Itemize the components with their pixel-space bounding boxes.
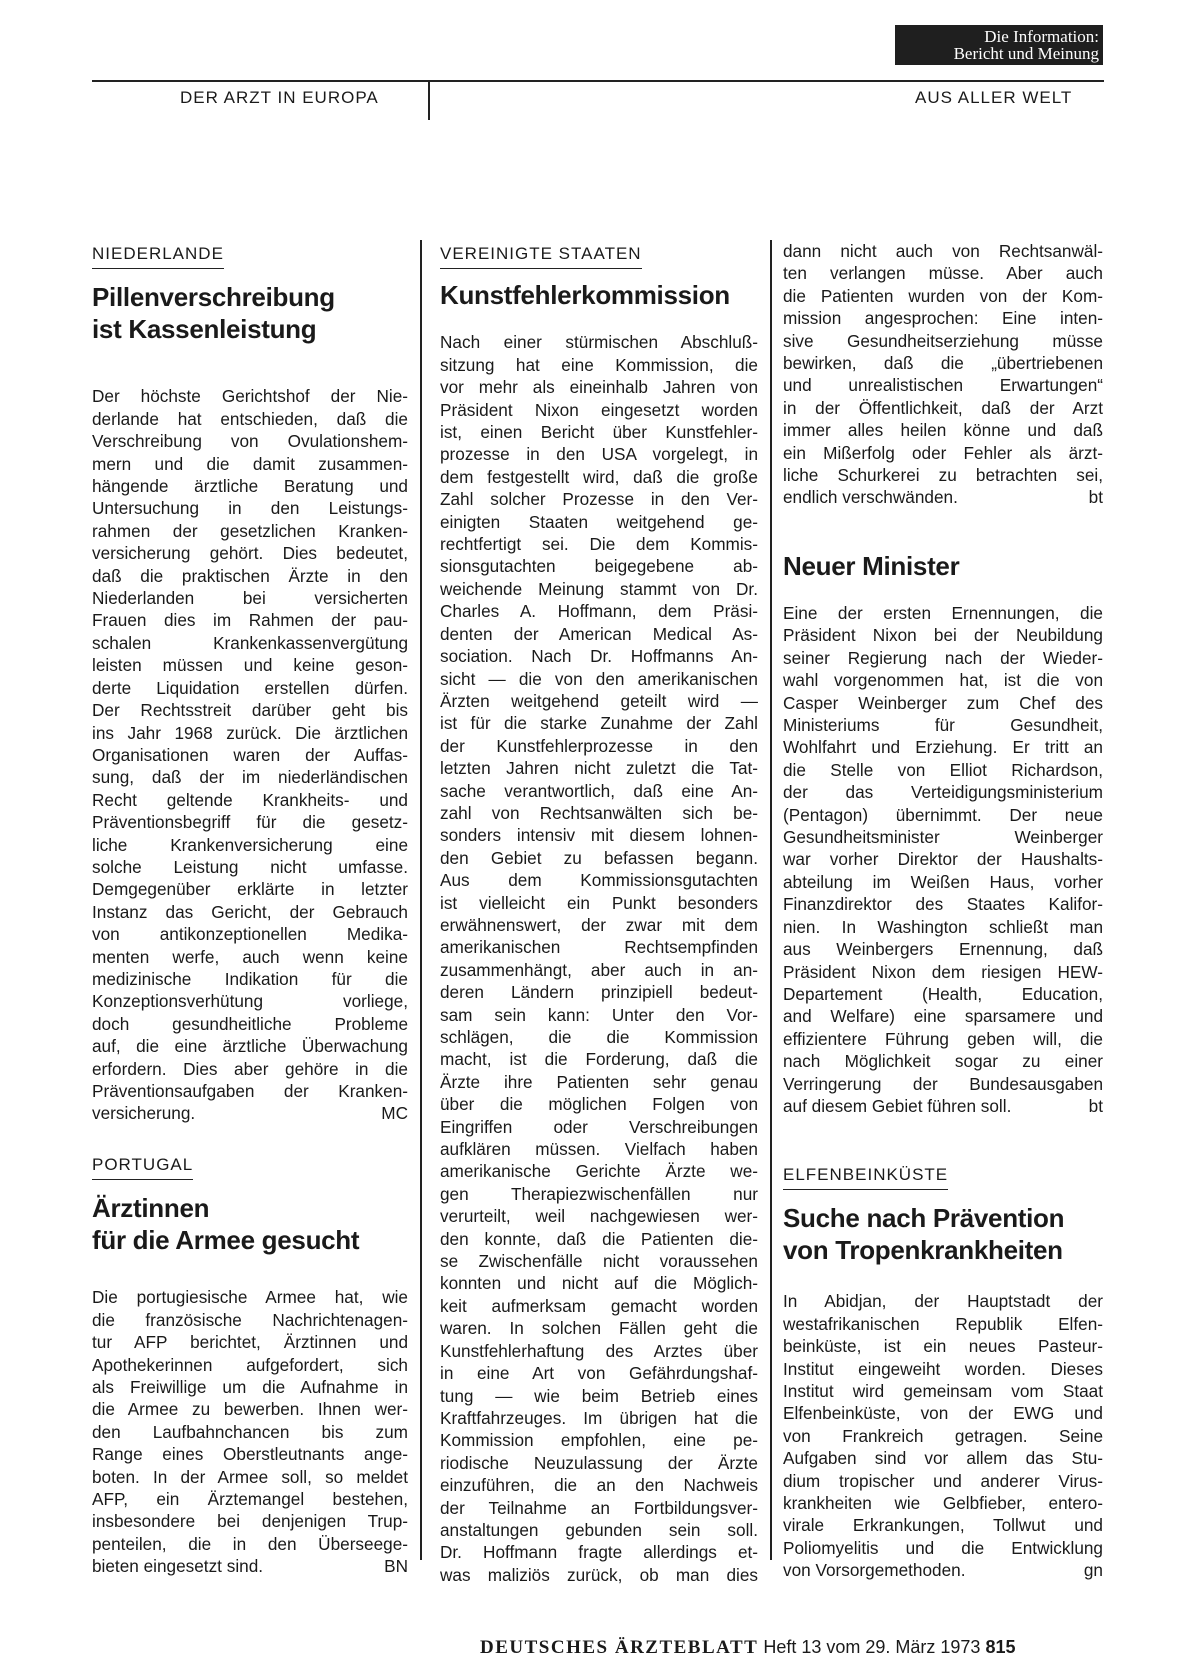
- text-line: und unrealistischen Erwartungen“: [783, 375, 1103, 396]
- header-rule: [92, 80, 1104, 82]
- page-footer: [480, 1637, 1016, 1659]
- text-line: Kunstfehlerhaftung des Arztes über: [440, 1340, 758, 1361]
- column-rule-1: [420, 240, 422, 1560]
- text-line: derte Liquidation erstellen dürfen.: [92, 677, 408, 698]
- article-ivory-coast: [783, 1163, 1103, 1582]
- text-line: Kraftfahrzeuges. Im übrigen hat die: [440, 1407, 758, 1428]
- text-line: vor mehr als eineinhalb Jahren von: [440, 377, 758, 398]
- text-line: mern und die damit zusammen-: [92, 453, 408, 474]
- text-line: derlande hat entschieden, daß die: [92, 408, 408, 429]
- closing-line: [783, 486, 1103, 508]
- text-line: Institut wird gemeinsam vom Staat: [783, 1381, 1103, 1402]
- article-headline: [92, 281, 408, 345]
- section-tag: [895, 25, 1103, 65]
- text-line: gen Therapiezwischenfällen nur: [440, 1183, 758, 1204]
- text-line: Apothekerinnen aufgefordert, sich: [92, 1354, 408, 1375]
- headline-line-2: von Tropenkrankheiten: [783, 1235, 1063, 1266]
- text-line: boten. In der Armee soll, so meldet: [92, 1466, 408, 1487]
- text-line: sociation. Nach Dr. Hoffmanns An-: [440, 646, 758, 667]
- text-line: aus Weinbergers Ernennung, daß: [783, 939, 1103, 960]
- text-line: Präsident Nixon dem riesigen HEW-: [783, 961, 1103, 982]
- author-signature: gn: [1083, 1560, 1103, 1581]
- text-line: Charles A. Hoffmann, dem Präsi-: [440, 601, 758, 622]
- closing-text: von Vorsorgemethoden.: [783, 1560, 966, 1581]
- text-line: die Patienten wurden von der Kom-: [783, 285, 1103, 306]
- text-line: ein Mißerfolg oder Fehler als ärzt-: [783, 442, 1103, 463]
- text-line: den Laufbahnchancen bis zum: [92, 1421, 408, 1442]
- text-line: Verringerung der Bundesausgaben: [783, 1073, 1103, 1094]
- text-line: ist vielleicht ein Punkt besonders: [440, 892, 758, 913]
- article-closing: [92, 1555, 408, 1577]
- closing-text: versicherung.: [92, 1103, 196, 1124]
- closing-line: [783, 1095, 1103, 1117]
- article-united-states: [440, 242, 758, 1586]
- article-netherlands: [92, 242, 408, 1125]
- article-headline: [92, 1192, 408, 1256]
- author-signature: bt: [1088, 1095, 1103, 1116]
- text-line: se Zwischenfälle nicht voraussehen: [440, 1251, 758, 1272]
- text-line: liche Schurkerei zu betrachten sei,: [783, 465, 1103, 486]
- headline-line-1: Pillenverschreibung: [92, 282, 335, 313]
- text-line: der Kunstfehlerprozesse in den: [440, 735, 758, 756]
- header-divider: [428, 80, 430, 120]
- text-line: Der höchste Gerichtshof der Nie-: [92, 386, 408, 407]
- text-line: sicht — die von den amerikanischen: [440, 668, 758, 689]
- text-line: Institut eingeweiht worden. Dieses: [783, 1358, 1103, 1379]
- text-line: als Freiwillige um die Aufnahme in: [92, 1377, 408, 1398]
- text-line: Konzeptionsverhütung vorliege,: [92, 991, 408, 1012]
- text-line: sionsgutachten beigegebene ab-: [440, 556, 758, 577]
- text-line: insbesondere bei denjenigen Trup-: [92, 1511, 408, 1532]
- text-line: riodische Neuzulassung der Ärzte: [440, 1452, 758, 1473]
- article-closing: [783, 1095, 1103, 1117]
- text-line: Die portugiesische Armee hat, wie: [92, 1287, 408, 1308]
- text-line: die Armee zu bewerben. Ihnen wer-: [92, 1399, 408, 1420]
- article-body: [92, 385, 408, 1102]
- text-line: die Stelle von Elliot Richardson,: [783, 759, 1103, 780]
- text-line: medizinische Indikation für die: [92, 968, 408, 989]
- text-line: Der Rechtsstreit darüber geht bis: [92, 700, 408, 721]
- text-line: liche Krankenversicherung eine: [92, 834, 408, 855]
- text-line: hängende ärztliche Beratung und: [92, 476, 408, 497]
- text-line: Casper Weinberger zum Chef des: [783, 692, 1103, 713]
- article-body: [783, 1290, 1103, 1559]
- text-line: bewirken, daß die „übertriebenen: [783, 353, 1103, 374]
- headline-line-1: Suche nach Prävention: [783, 1203, 1065, 1234]
- text-line: einzuführen, die an den Nachweis: [440, 1475, 758, 1496]
- text-line: prozesse in den USA vorgelegt, in: [440, 444, 758, 465]
- text-line: verurteilt, weil nachgewiesen wer-: [440, 1206, 758, 1227]
- text-line: sache verantwortlich, daß eine An-: [440, 780, 758, 801]
- closing-text: auf diesem Gebiet führen soll.: [783, 1095, 1012, 1116]
- text-line: war vorher Direktor der Haushalts-: [783, 849, 1103, 870]
- text-line: sung, daß der im niederländischen: [92, 767, 408, 788]
- text-line: Nach einer stürmischen Abschluß-: [440, 332, 758, 353]
- text-line: Präventionsbegriff für die gesetz-: [92, 812, 408, 833]
- text-line: effizientere Führung geben will, die: [783, 1028, 1103, 1049]
- text-line: Eine der ersten Ernennungen, die: [783, 603, 1103, 623]
- text-line: Ministeriums für Gesundheit,: [783, 715, 1103, 736]
- text-line: anstaltungen gebunden sein soll.: [440, 1519, 758, 1540]
- text-line: auf, die eine ärztliche Überwachung: [92, 1036, 408, 1057]
- text-line: ist für die starke Zunahme der Zahl: [440, 713, 758, 734]
- text-line: die französische Nachrichtenagen-: [92, 1309, 408, 1330]
- text-line: schlägen, die die Kommission: [440, 1027, 758, 1047]
- text-line: and Welfare) eine sparsamere und: [783, 1006, 1103, 1027]
- text-line: der das Verteidigungsministerium: [783, 782, 1103, 803]
- article-body: [783, 602, 1103, 1095]
- text-line: aufklären müssen. Vielfach haben: [440, 1139, 758, 1160]
- text-line: tur AFP berichtet, Ärztinnen und: [92, 1332, 408, 1353]
- article-kicker: ELFENBEINKÜSTE: [783, 1164, 948, 1190]
- article-headline: Kunstfehlerkommission: [440, 280, 730, 311]
- text-line: (Pentagon) übernimmt. Der neue: [783, 804, 1103, 825]
- text-line: von antikonzeptionellen Medika-: [92, 924, 408, 945]
- text-line: sitzung hat eine Kommission, die: [440, 354, 758, 375]
- author-signature: MC: [381, 1103, 408, 1124]
- text-line: erwähnenswert, der zwar mit dem: [440, 914, 758, 935]
- closing-text: bieten eingesetzt sind.: [92, 1556, 264, 1577]
- text-line: rechtfertigt sei. Die dem Kommis-: [440, 534, 758, 555]
- author-signature: bt: [1088, 487, 1103, 508]
- text-line: ist, einen Bericht über Kunstfehler-: [440, 422, 758, 443]
- text-line: Aufgaben sind vor allem das Stu-: [783, 1448, 1103, 1469]
- text-line: weichende Meinung stammt von Dr.: [440, 578, 758, 599]
- article-united-states-continued: [783, 240, 1103, 509]
- page-number: 815: [985, 1637, 1016, 1657]
- text-line: dium tropischer und anderer Virus-: [783, 1470, 1103, 1491]
- text-line: deren Ländern prinzipiell bedeut-: [440, 982, 758, 1003]
- issue-info: Heft 13 vom 29. März 1973: [763, 1637, 981, 1657]
- text-line: Range eines Oberstleutnants ange-: [92, 1444, 408, 1465]
- text-line: Poliomyelitis und die Entwicklung: [783, 1537, 1103, 1558]
- text-line: ins Jahr 1968 zurück. Die ärztlichen: [92, 722, 408, 743]
- text-line: Demgegenüber erklärte in letzter: [92, 879, 408, 900]
- column-rule-2: [770, 240, 772, 1560]
- text-line: Präsident Nixon eingesetzt worden: [440, 399, 758, 420]
- text-line: versicherung gehört. Dies bedeutet,: [92, 543, 408, 564]
- text-line: penteilen, die in den Überseege-: [92, 1533, 408, 1554]
- text-line: Kommission empfohlen, eine pe-: [440, 1430, 758, 1451]
- journal-masthead: DEUTSCHES ÄRZTEBLATT: [480, 1637, 759, 1658]
- article-kicker: VEREINIGTE STAATEN: [440, 243, 642, 269]
- article-portugal: [92, 1153, 408, 1578]
- text-line: Elfenbeinküste, von der EWG und: [783, 1403, 1103, 1424]
- text-line: Dr. Hoffmann fragte allerdings et-: [440, 1542, 758, 1563]
- text-line: Organisationen waren der Auffas-: [92, 744, 408, 765]
- text-line: Wohlfahrt und Erziehung. Er tritt an: [783, 737, 1103, 758]
- text-line: Frauen dies im Rahmen der pau-: [92, 610, 408, 631]
- text-line: von Frankreich getragen. Seine: [783, 1425, 1103, 1446]
- text-line: Recht geltende Krankheits- und: [92, 789, 408, 810]
- text-line: Aus dem Kommissionsgutachten: [440, 870, 758, 891]
- text-line: nach Möglichkeit sogar zu einer: [783, 1051, 1103, 1072]
- closing-line: [92, 1555, 408, 1577]
- right-section-label: AUS ALLER WELT: [915, 88, 1073, 107]
- text-line: In Abidjan, der Hauptstadt der: [783, 1291, 1103, 1312]
- text-line: zusammenhängt, aber auch in an-: [440, 959, 758, 980]
- closing-text: endlich verschwänden.: [783, 487, 958, 508]
- text-line: virale Erkrankungen, Tollwut und: [783, 1515, 1103, 1536]
- text-line: sive Gesundheitserziehung müsse: [783, 330, 1103, 351]
- text-line: einigten Staaten weitgehend ge-: [440, 511, 758, 532]
- text-line: doch gesundheitliche Probleme: [92, 1013, 408, 1034]
- text-line: amerikanische Gerichte Ärzte we-: [440, 1161, 758, 1182]
- article-headline: [783, 1202, 1103, 1266]
- text-line: in der Öffentlichkeit, daß der Arzt: [783, 397, 1103, 418]
- text-line: Eingriffen oder Verschreibungen: [440, 1116, 758, 1137]
- text-line: Zahl solcher Prozesse in den Ver-: [440, 489, 758, 510]
- text-line: Niederlanden bei versicherten: [92, 588, 408, 609]
- text-line: rahmen der gesetzlichen Kranken-: [92, 520, 408, 541]
- article-closing: [783, 486, 1103, 508]
- text-line: beinküste, ist ein neues Pasteur-: [783, 1336, 1103, 1357]
- text-line: daß die praktischen Ärzte in den: [92, 565, 408, 586]
- text-line: Präventionsaufgaben der Kranken-: [92, 1081, 408, 1101]
- text-line: mission angesprochen: Eine inten-: [783, 308, 1103, 329]
- text-line: der Teilnahme an Fortbildungsver-: [440, 1497, 758, 1518]
- text-line: den Gebiet zu befassen begann.: [440, 847, 758, 868]
- text-line: Verschreibung von Ovulationshem-: [92, 431, 408, 452]
- text-line: erfordern. Dies aber gehöre in die: [92, 1058, 408, 1079]
- article-headline: Neuer Minister: [783, 551, 960, 581]
- text-line: Finanzdirektor des Staates Kalifor-: [783, 894, 1103, 915]
- text-line: keit aufmerksam gemacht worden: [440, 1295, 758, 1316]
- text-line: in eine Art von Gefährdungshaf-: [440, 1363, 758, 1384]
- text-line: den konnte, daß die Patienten die-: [440, 1228, 758, 1249]
- left-section-label: DER ARZT IN EUROPA: [180, 88, 379, 107]
- text-line: zahl von Rechtsanwälten sich be-: [440, 802, 758, 823]
- text-line: westafrikanischen Republik Elfen-: [783, 1313, 1103, 1334]
- text-line: Departement (Health, Education,: [783, 983, 1103, 1004]
- text-line: Gesundheitsminister Weinberger: [783, 827, 1103, 848]
- text-line: macht, ist die Forderung, daß die: [440, 1049, 758, 1070]
- text-line: menten werfe, auch wenn keine: [92, 946, 408, 967]
- text-line: sonders intensiv mit diesem lohnen-: [440, 825, 758, 846]
- text-line: leisten müssen und keine geson-: [92, 655, 408, 676]
- text-line: Instanz das Gericht, der Gebrauch: [92, 901, 408, 922]
- text-line: krankheiten wie Gelbfieber, entero-: [783, 1493, 1103, 1514]
- text-line: letzten Jahren nicht zuletzt die Tat-: [440, 758, 758, 779]
- text-line: was maliziös zurück, ob man dies: [440, 1564, 758, 1585]
- text-line: dann nicht auch von Rechtsanwäl-: [783, 241, 1103, 261]
- text-line: immer alles heilen könne und daß: [783, 420, 1103, 441]
- closing-line: [92, 1102, 408, 1124]
- article-body-continued: [783, 240, 1103, 486]
- text-line: denten der American Medical As-: [440, 623, 758, 644]
- headline-line-2: für die Armee gesucht: [92, 1225, 360, 1256]
- text-line: schalen Krankenkassenvergütung: [92, 632, 408, 653]
- article-kicker: NIEDERLANDE: [92, 243, 224, 269]
- text-line: Präsident Nixon bei der Neubildung: [783, 625, 1103, 646]
- text-line: über die möglichen Folgen von: [440, 1094, 758, 1115]
- article-closing: [92, 1102, 408, 1124]
- text-line: abteilung im Weißen Haus, vorher: [783, 871, 1103, 892]
- text-line: wahl vorgenommen hat, ist die von: [783, 670, 1103, 691]
- headline-line-2: ist Kassenleistung: [92, 314, 317, 345]
- text-line: sam sein kann: Unter den Vor-: [440, 1004, 758, 1025]
- article-body: [92, 1286, 408, 1555]
- text-line: nien. In Washington schließt man: [783, 916, 1103, 937]
- author-signature: BN: [384, 1556, 408, 1577]
- article-body: [440, 331, 758, 1586]
- text-line: tung — wie beim Betrieb eines: [440, 1385, 758, 1406]
- text-line: Untersuchung in den Leistungs-: [92, 498, 408, 519]
- text-line: waren. In solchen Fällen geht die: [440, 1318, 758, 1339]
- text-line: Ärzte ihre Patienten sehr genau: [440, 1071, 758, 1092]
- text-line: seiner Regierung nach der Wieder-: [783, 647, 1103, 668]
- text-line: solche Leistung nicht umfasse.: [92, 856, 408, 877]
- closing-line: [783, 1559, 1103, 1581]
- article-new-minister: [783, 550, 1103, 1117]
- text-line: konnten und nicht auf die Möglich-: [440, 1273, 758, 1294]
- text-line: ten verlangen müsse. Aber auch: [783, 263, 1103, 284]
- text-line: amerikanischen Rechtsempfinden: [440, 937, 758, 958]
- section-tag-line-2: Bericht und Meinung: [953, 44, 1099, 63]
- text-line: Ärzten weitgehend geteilt wird —: [440, 690, 758, 711]
- article-closing: [783, 1559, 1103, 1581]
- text-line: AFP, ein Ärztemangel bestehen,: [92, 1489, 408, 1510]
- article-kicker: PORTUGAL: [92, 1154, 193, 1180]
- section-tag-line-1: Die Information:: [984, 27, 1099, 46]
- headline-line-1: Ärztinnen: [92, 1193, 210, 1224]
- text-line: dem festgestellt wird, daß die große: [440, 466, 758, 487]
